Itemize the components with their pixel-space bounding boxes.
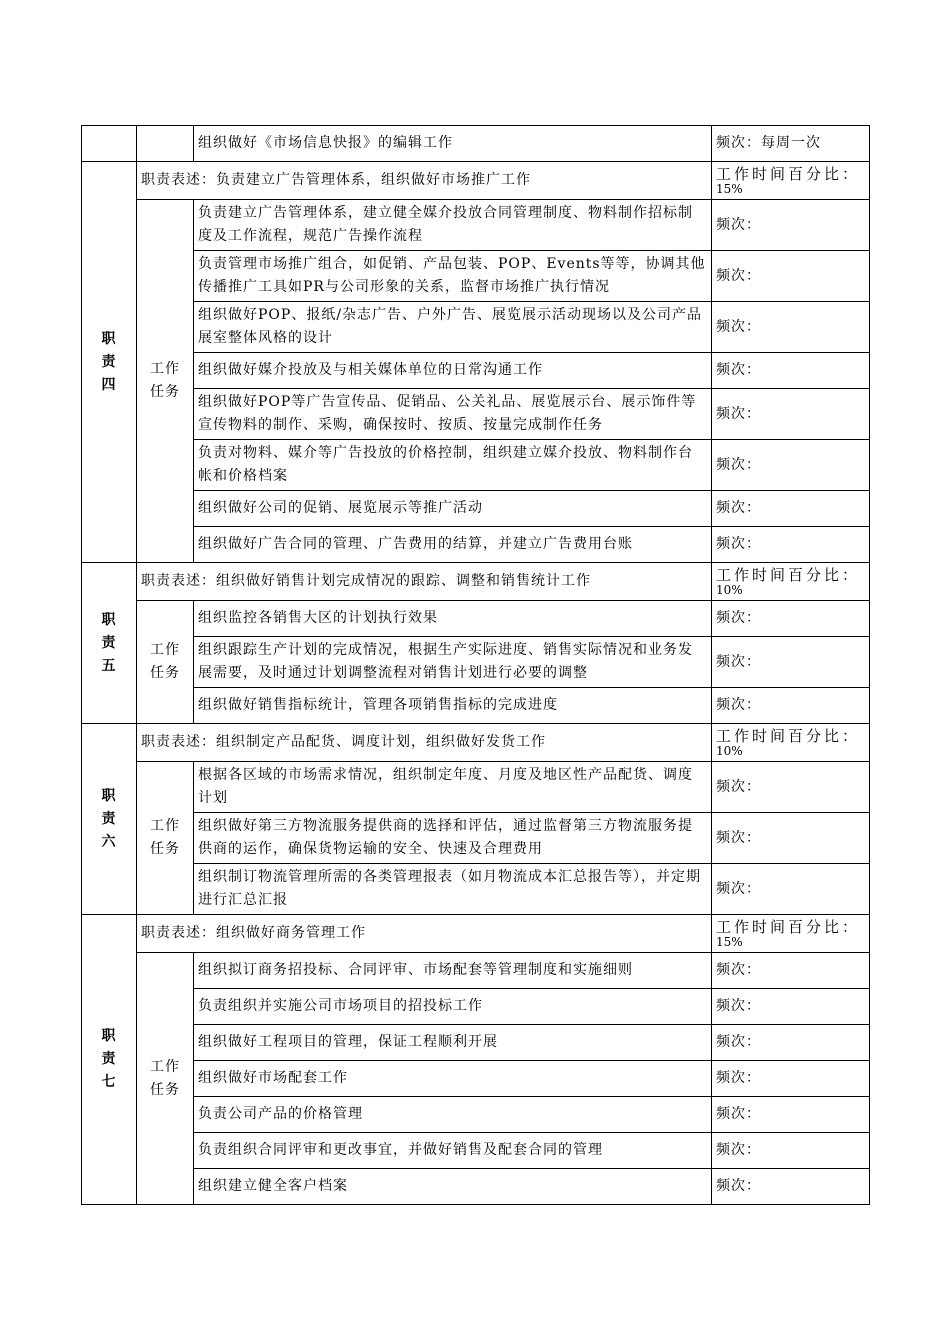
frequency-cell: 频次： bbox=[712, 813, 870, 864]
frequency-cell: 频次： bbox=[712, 1097, 870, 1133]
task-row bbox=[82, 688, 870, 724]
task-cell: 组织监控各销售大区的计划执行效果 bbox=[194, 601, 712, 637]
frequency-cell: 频次：每周一次 bbox=[712, 126, 870, 162]
top-row bbox=[82, 126, 870, 162]
task-row bbox=[82, 1169, 870, 1205]
section-summary-row bbox=[82, 915, 870, 953]
work-task-label-cell bbox=[137, 601, 194, 724]
task-cell: 组织做好销售指标统计，管理各项销售指标的完成进度 bbox=[194, 688, 712, 724]
frequency-cell: 频次： bbox=[712, 953, 870, 989]
task-cell: 组织制订物流管理所需的各类管理报表（如月物流成本汇总报告等），并定期进行汇总汇报 bbox=[194, 864, 712, 915]
task-cell: 组织做好工程项目的管理，保证工程顺利开展 bbox=[194, 1025, 712, 1061]
task-cell: 根据各区域的市场需求情况，组织制定年度、月度及地区性产品配货、调度计划 bbox=[194, 762, 712, 813]
section-head-char: 五 bbox=[101, 657, 117, 674]
work-task-label-cell bbox=[137, 762, 194, 915]
task-row bbox=[82, 864, 870, 915]
frequency-cell: 频次： bbox=[712, 1169, 870, 1205]
frequency-cell: 频次： bbox=[712, 353, 870, 389]
task-row bbox=[82, 200, 870, 251]
summary-label: 职责表述： bbox=[141, 734, 216, 750]
time-percent-value: 10% bbox=[716, 744, 743, 758]
work-task-label-cell bbox=[137, 200, 194, 563]
duty-table-body bbox=[82, 126, 870, 1205]
section-summary-row bbox=[82, 724, 870, 762]
frequency-cell: 频次： bbox=[712, 527, 870, 563]
section-summary-cell bbox=[137, 724, 712, 762]
time-percent-value: 15% bbox=[716, 935, 743, 949]
time-percent-label: 工作时间百分比： bbox=[716, 165, 861, 183]
time-percent-value: 10% bbox=[716, 583, 743, 597]
frequency-cell: 频次： bbox=[712, 389, 870, 440]
summary-label: 职责表述： bbox=[141, 925, 216, 941]
section-summary-row bbox=[82, 162, 870, 200]
time-percent-label: 工作时间百分比： bbox=[716, 918, 861, 936]
task-cell: 组织做好第三方物流服务提供商的选择和评估，通过监督第三方物流服务提供商的运作，确保货物运输的安全、快速及合理费用 bbox=[194, 813, 712, 864]
top-row-sub-cell bbox=[137, 126, 194, 162]
frequency-cell: 频次： bbox=[712, 1025, 870, 1061]
frequency-cell: 频次： bbox=[712, 762, 870, 813]
section-head-cell bbox=[82, 563, 137, 724]
section-summary-row bbox=[82, 563, 870, 601]
task-cell: 负责管理市场推广组合，如促销、产品包装、POP、Events等等，协调其他传播推广工具如PR与公司形象的关系，监督市场推广执行情况 bbox=[194, 251, 712, 302]
task-row bbox=[82, 353, 870, 389]
work-task-label: 工作 bbox=[150, 1058, 180, 1075]
task-cell: 组织做好《市场信息快报》的编辑工作 bbox=[194, 126, 712, 162]
task-cell: 负责建立广告管理体系，建立健全媒介投放合同管理制度、物料制作招标制度及工作流程，规范广告操作流程 bbox=[194, 200, 712, 251]
frequency-cell: 频次： bbox=[712, 491, 870, 527]
task-row bbox=[82, 527, 870, 563]
frequency-cell: 频次： bbox=[712, 251, 870, 302]
time-percent-value: 15% bbox=[716, 182, 743, 196]
section-head-cell bbox=[82, 724, 137, 915]
frequency-cell: 频次： bbox=[712, 1133, 870, 1169]
frequency-cell: 频次： bbox=[712, 989, 870, 1025]
section-head-char: 职 bbox=[101, 1028, 117, 1044]
work-task-label: 工作 bbox=[150, 818, 180, 834]
section-head-cell bbox=[82, 915, 137, 1205]
work-task-label: 任务 bbox=[150, 665, 180, 681]
summary-text: 负责建立广告管理体系，组织做好市场推广工作 bbox=[216, 172, 531, 188]
task-cell: 负责组织合同评审和更改事宜，并做好销售及配套合同的管理 bbox=[194, 1133, 712, 1169]
section-head-char: 六 bbox=[101, 833, 117, 850]
section-head-char: 职 bbox=[101, 787, 117, 804]
task-row bbox=[82, 762, 870, 813]
task-cell: 组织做好广告合同的管理、广告费用的结算，并建立广告费用台账 bbox=[194, 527, 712, 563]
frequency-cell: 频次： bbox=[712, 688, 870, 724]
time-percent-cell bbox=[712, 724, 870, 762]
section-head-char: 责 bbox=[101, 1051, 117, 1067]
section-head-char: 职 bbox=[101, 330, 117, 347]
summary-text: 组织制定产品配货、调度计划，组织做好发货工作 bbox=[216, 734, 546, 750]
time-percent-cell bbox=[712, 915, 870, 953]
summary-label: 职责表述： bbox=[141, 172, 216, 188]
task-row bbox=[82, 302, 870, 353]
work-task-label: 任务 bbox=[150, 1081, 180, 1098]
task-cell: 组织做好POP、报纸/杂志广告、户外广告、展览展示活动现场以及公司产品展室整体风格的设计 bbox=[194, 302, 712, 353]
section-head-char: 四 bbox=[101, 376, 117, 393]
task-row bbox=[82, 491, 870, 527]
task-cell: 组织跟踪生产计划的完成情况，根据生产实际进度、销售实际情况和业务发展需要，及时通过计划调整流程对销售计划进行必要的调整 bbox=[194, 637, 712, 688]
task-cell: 负责公司产品的价格管理 bbox=[194, 1097, 712, 1133]
task-row bbox=[82, 989, 870, 1025]
work-task-label: 任务 bbox=[150, 384, 180, 400]
task-row bbox=[82, 1061, 870, 1097]
task-row bbox=[82, 813, 870, 864]
task-cell: 负责对物料、媒介等广告投放的价格控制，组织建立媒介投放、物料制作台帐和价格档案 bbox=[194, 440, 712, 491]
summary-label: 职责表述： bbox=[141, 573, 216, 589]
section-summary-cell bbox=[137, 162, 712, 200]
frequency-cell: 频次： bbox=[712, 200, 870, 251]
task-row bbox=[82, 389, 870, 440]
frequency-cell: 频次： bbox=[712, 1061, 870, 1097]
task-row bbox=[82, 1025, 870, 1061]
section-summary-cell bbox=[137, 915, 712, 953]
section-head-char: 职 bbox=[101, 611, 117, 628]
time-percent-cell bbox=[712, 563, 870, 601]
top-row-head-cell bbox=[82, 126, 137, 162]
task-cell: 组织做好公司的促销、展览展示等推广活动 bbox=[194, 491, 712, 527]
section-head-char: 七 bbox=[101, 1074, 117, 1090]
task-cell: 组织建立健全客户档案 bbox=[194, 1169, 712, 1205]
time-percent-cell bbox=[712, 162, 870, 200]
section-head-cell bbox=[82, 162, 137, 563]
summary-text: 组织做好销售计划完成情况的跟踪、调整和销售统计工作 bbox=[216, 573, 591, 589]
task-cell: 组织拟订商务招投标、合同评审、市场配套等管理制度和实施细则 bbox=[194, 953, 712, 989]
task-cell: 组织做好市场配套工作 bbox=[194, 1061, 712, 1097]
frequency-cell: 频次： bbox=[712, 864, 870, 915]
task-row bbox=[82, 251, 870, 302]
duty-table bbox=[81, 125, 870, 1205]
work-task-label-cell bbox=[137, 953, 194, 1205]
task-cell: 组织做好媒介投放及与相关媒体单位的日常沟通工作 bbox=[194, 353, 712, 389]
frequency-cell: 频次： bbox=[712, 637, 870, 688]
task-cell: 组织做好POP等广告宣传品、促销品、公关礼品、展览展示台、展示饰件等宣传物料的制作、采购，确保按时、按质、按量完成制作任务 bbox=[194, 389, 712, 440]
time-percent-label: 工作时间百分比： bbox=[716, 727, 861, 745]
task-row bbox=[82, 601, 870, 637]
task-row bbox=[82, 1097, 870, 1133]
task-row bbox=[82, 637, 870, 688]
section-head-char: 责 bbox=[101, 634, 117, 651]
task-row bbox=[82, 1133, 870, 1169]
work-task-label: 工作 bbox=[150, 642, 180, 658]
task-row bbox=[82, 953, 870, 989]
section-summary-cell bbox=[137, 563, 712, 601]
frequency-cell: 频次： bbox=[712, 440, 870, 491]
frequency-cell: 频次： bbox=[712, 302, 870, 353]
work-task-label: 工作 bbox=[150, 361, 180, 377]
task-cell: 负责组织并实施公司市场项目的招投标工作 bbox=[194, 989, 712, 1025]
work-task-label: 任务 bbox=[150, 841, 180, 857]
frequency-cell: 频次： bbox=[712, 601, 870, 637]
task-row bbox=[82, 440, 870, 491]
section-head-char: 责 bbox=[101, 810, 117, 827]
time-percent-label: 工作时间百分比： bbox=[716, 566, 861, 584]
summary-text: 组织做好商务管理工作 bbox=[216, 925, 366, 941]
section-head-char: 责 bbox=[101, 353, 117, 370]
